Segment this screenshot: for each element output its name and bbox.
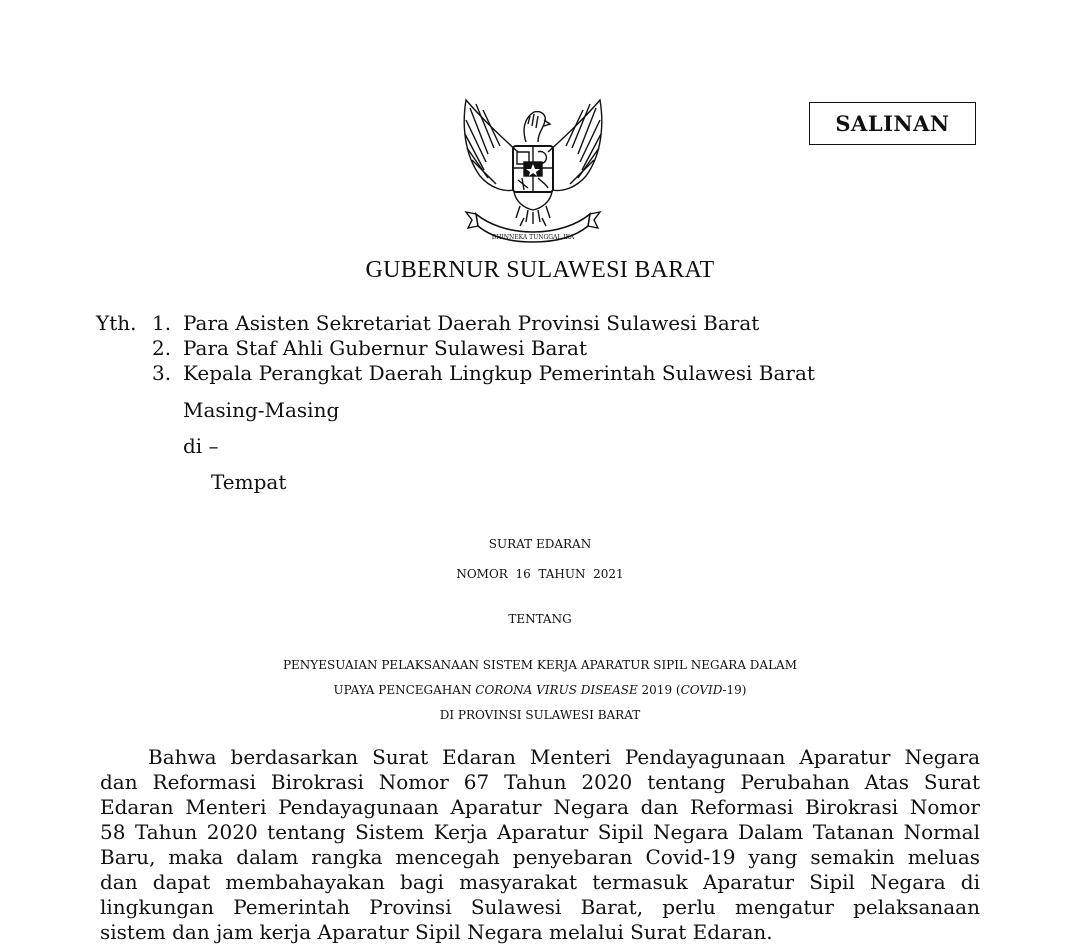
paragraph-line: sistem dan jam kerja Aparatur Sipil Negara melalui Surat Edaran. xyxy=(100,920,773,944)
recipient-text: Kepala Perangkat Daerah Lingkup Pemerintah Sulawesi Barat xyxy=(183,361,815,385)
masing-masing: Masing-Masing xyxy=(183,398,340,422)
body-paragraph xyxy=(100,745,980,945)
paragraph-line: lingkungan Pemerintah Provinsi Sulawesi Barat, perlu mengatur pelaksanaan xyxy=(100,895,980,919)
subject-line-3: DI PROVINSI SULAWESI BARAT xyxy=(439,708,641,722)
salinan-stamp xyxy=(809,102,976,145)
paragraph-line: dan Reformasi Birokrasi Nomor 67 Tahun 2020 tentang Perubahan Atas Surat xyxy=(100,770,980,794)
subject-line-2 xyxy=(0,677,1080,703)
emblem-motto: BHINNEKA TUNGGAL IKA xyxy=(491,234,575,241)
subject-text: UPAYA PENCEGAHAN xyxy=(333,683,476,697)
recipient-number: 3. xyxy=(152,361,172,385)
recipient-number: 1. xyxy=(152,311,172,335)
paragraph-line: 58 Tahun 2020 tentang Sistem Kerja Aparatur Sipil Negara Dalam Tatanan Normal xyxy=(100,820,980,844)
recipient-text: Para Asisten Sekretariat Daerah Provinsi Sulawesi Barat xyxy=(183,311,760,335)
recipient-number: 2. xyxy=(152,336,172,360)
circular-number: NOMOR 16 TAHUN 2021 xyxy=(456,567,624,581)
subject-text: -19) xyxy=(722,683,747,697)
tempat-label: Tempat xyxy=(211,470,287,494)
paragraph-line: Bahwa berdasarkan Surat Edaran Menteri Pendayagunaan Aparatur Negara xyxy=(148,745,980,769)
office-title: GUBERNUR SULAWESI BARAT xyxy=(365,257,715,283)
circular-type: SURAT EDARAN xyxy=(488,537,592,551)
recipient-text: Para Staf Ahli Gubernur Sulawesi Barat xyxy=(183,336,587,360)
subject-italic: COVID xyxy=(680,683,723,697)
tentang-label: TENTANG xyxy=(508,612,572,626)
paragraph-line: Baru, maka dalam rangka mencegah penyebaran Covid-19 yang semakin meluas xyxy=(100,845,980,869)
subject-text: 2019 ( xyxy=(637,683,681,697)
subject-line-1: PENYESUAIAN PELAKSANAAN SISTEM KERJA APARATUR SIPIL NEGARA DALAM xyxy=(282,658,798,672)
subject-italic: CORONA VIRUS DISEASE xyxy=(475,683,638,697)
paragraph-line: Edaran Menteri Pendayagunaan Aparatur Negara dan Reformasi Birokrasi Nomor xyxy=(100,795,980,819)
di-label: di – xyxy=(183,434,219,458)
address-prefix: Yth. xyxy=(96,311,137,335)
paragraph-line: dan dapat membahayakan bagi masyarakat termasuk Aparatur Sipil Negara di xyxy=(100,870,980,894)
stamp-label: SALINAN xyxy=(835,111,950,136)
garuda-emblem-icon xyxy=(458,94,608,246)
